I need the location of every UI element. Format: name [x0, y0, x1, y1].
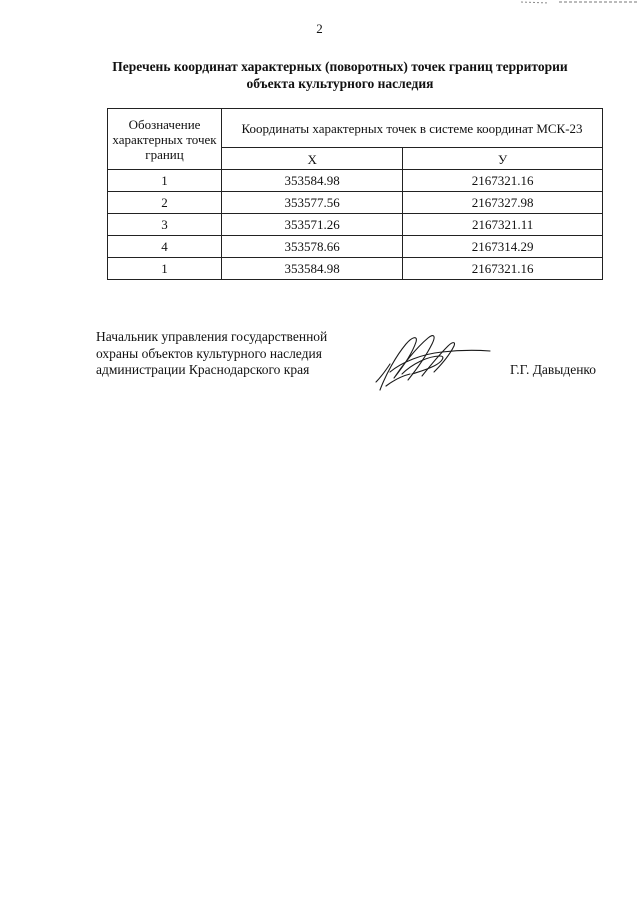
point-cell: 1: [108, 170, 222, 192]
y-cell: 2167321.16: [403, 170, 603, 192]
point-cell: 4: [108, 236, 222, 258]
y-cell: 2167321.16: [403, 258, 603, 280]
point-cell: 3: [108, 214, 222, 236]
header-x: X: [222, 148, 403, 170]
signatory-line-1: Начальник управления государственной: [96, 329, 328, 344]
signatory-position: [96, 329, 327, 379]
header-coordinates: Координаты характерных точек в системе координат МСК-23: [222, 109, 603, 148]
document-title: [60, 58, 620, 92]
table-row: [108, 236, 603, 258]
coordinates-table: [107, 108, 603, 280]
page-number: 2: [316, 21, 323, 36]
point-cell: 1: [108, 258, 222, 280]
x-cell: 353578.66: [222, 236, 403, 258]
y-cell: 2167314.29: [403, 236, 603, 258]
y-cell: 2167321.11: [403, 214, 603, 236]
handwritten-signature: [372, 330, 492, 394]
x-cell: 353577.56: [222, 192, 403, 214]
signer-name: Г.Г. Давыденко: [510, 362, 597, 377]
table-row: [108, 192, 603, 214]
x-cell: 353584.98: [222, 258, 403, 280]
signatory-line-2: охраны объектов культурного наследия: [96, 345, 322, 361]
table-row: [108, 170, 603, 192]
table-row: [108, 214, 603, 236]
point-cell: 2: [108, 192, 222, 214]
header-points: Обозначение характерных точек границ: [108, 109, 222, 170]
signatory-line-3: администрации Краснодарского края: [96, 362, 310, 377]
table-row: [108, 258, 603, 280]
document-title-line-2: объекта культурного наследия: [246, 76, 434, 91]
header-y: У: [403, 148, 603, 170]
scan-corner-mark: [519, 0, 639, 6]
x-cell: 353584.98: [222, 170, 403, 192]
document-title-line-1: Перечень координат характерных (поворотных) точек границ территории: [112, 59, 568, 74]
y-cell: 2167327.98: [403, 192, 603, 214]
x-cell: 353571.26: [222, 214, 403, 236]
